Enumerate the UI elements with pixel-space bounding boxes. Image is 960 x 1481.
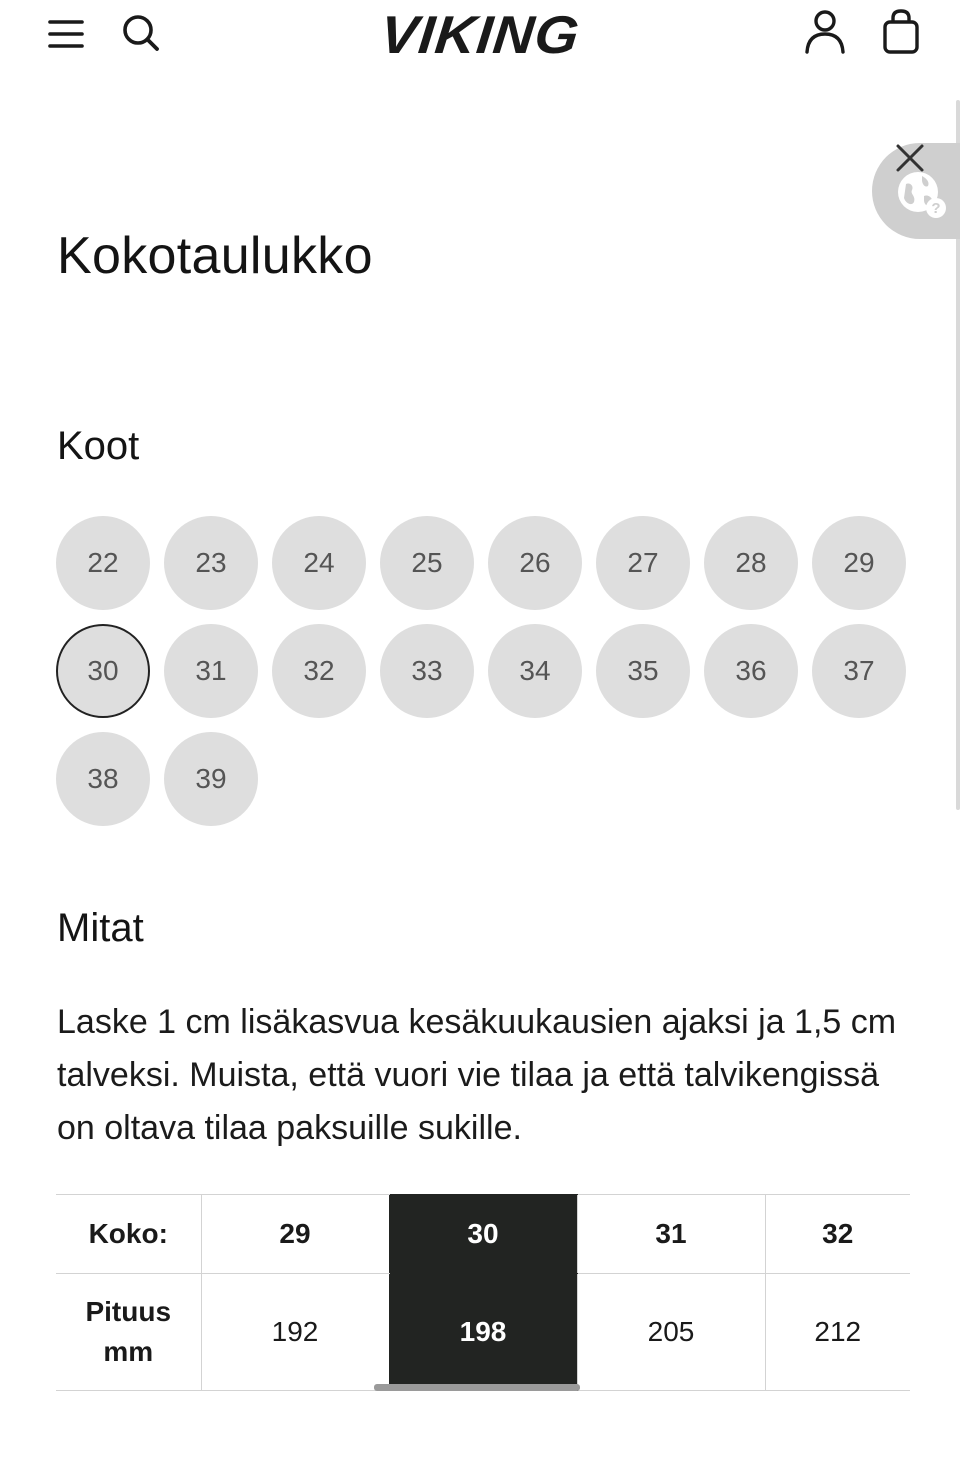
search-icon[interactable] — [120, 12, 162, 54]
length-label-line2: mm — [103, 1336, 154, 1367]
size-option[interactable]: 25 — [380, 516, 474, 610]
size-option[interactable]: 26 — [488, 516, 582, 610]
size-option[interactable]: 39 — [164, 732, 258, 826]
svg-text:?: ? — [931, 200, 941, 217]
measures-heading: Mitat — [57, 906, 144, 950]
size-cell-selected: 30 — [389, 1195, 577, 1274]
shopping-bag-icon[interactable] — [878, 8, 924, 56]
size-option[interactable]: 37 — [812, 624, 906, 718]
size-option[interactable]: 38 — [56, 732, 150, 826]
size-option[interactable]: 32 — [272, 624, 366, 718]
size-option[interactable]: 33 — [380, 624, 474, 718]
length-cell: 205 — [577, 1274, 765, 1391]
account-icon[interactable] — [802, 8, 848, 56]
size-table — [56, 1194, 910, 1391]
length-cell: 212 — [765, 1274, 910, 1391]
length-row — [56, 1274, 910, 1391]
size-option-selected[interactable]: 30 — [56, 624, 150, 718]
size-row — [56, 1195, 910, 1274]
size-option[interactable]: 23 — [164, 516, 258, 610]
size-option[interactable]: 24 — [272, 516, 366, 610]
menu-icon[interactable] — [46, 14, 86, 54]
size-cell: 31 — [577, 1195, 765, 1274]
viking-logo[interactable]: VIKING — [377, 4, 583, 65]
length-cell: 192 — [201, 1274, 389, 1391]
size-option[interactable]: 29 — [812, 516, 906, 610]
size-option[interactable]: 36 — [704, 624, 798, 718]
site-header — [0, 0, 960, 70]
measures-info-text: Laske 1 cm lisäkasvua kesäkuukausien ajaksi ja 1,5 cm talveksi. Muista, että vuori vie tilaa ja että talvikengissä on oltava tilaa paksuille sukille. — [57, 1003, 897, 1147]
size-option[interactable]: 35 — [596, 624, 690, 718]
size-option[interactable]: 22 — [56, 516, 150, 610]
size-option[interactable]: 31 — [164, 624, 258, 718]
size-option[interactable]: 34 — [488, 624, 582, 718]
size-option[interactable]: 28 — [704, 516, 798, 610]
size-cell: 32 — [765, 1195, 910, 1274]
size-cell: 29 — [201, 1195, 389, 1274]
page-title: Kokotaulukko — [57, 227, 373, 285]
size-option[interactable]: 27 — [596, 516, 690, 610]
length-cell-selected: 198 — [389, 1274, 577, 1391]
length-label-line1: Pituus — [85, 1296, 172, 1327]
table-scrollbar[interactable] — [374, 1384, 580, 1391]
length-row-label — [56, 1274, 201, 1391]
size-row-label: Koko: — [56, 1195, 201, 1274]
sizes-heading: Koot — [57, 424, 140, 468]
globe-help-icon[interactable] — [892, 166, 952, 222]
